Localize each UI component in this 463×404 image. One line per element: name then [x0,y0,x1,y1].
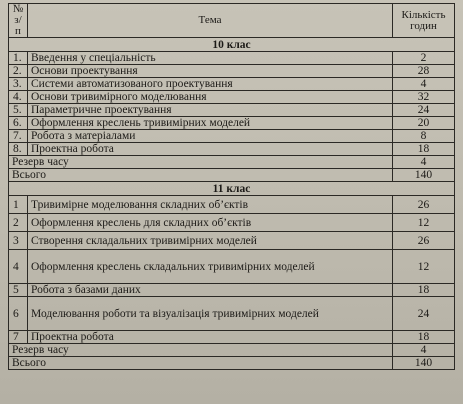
row-hours: 18 [393,143,455,156]
table-row [9,214,455,232]
row-topic: Параметричне проектування [28,104,393,117]
table-row [9,52,455,65]
row-topic: Робота з базами даних [28,284,393,297]
grade-11-title: 11 клас [9,182,455,196]
row-topic: Робота з матеріалами [28,130,393,143]
row-number: 7 [9,331,28,344]
row-hours: 8 [393,130,455,143]
curriculum-table [8,3,455,370]
grade-10-title: 10 клас [9,38,455,52]
total-label: Всього [9,169,393,182]
row-hours: 32 [393,91,455,104]
row-topic: Основи тривимірного моделювання [28,91,393,104]
header-topic: Тема [28,4,393,38]
total-hours: 140 [393,357,455,370]
row-topic: Оформлення креслень для складних об’єктів [28,214,393,232]
total-row [9,169,455,182]
row-hours: 28 [393,65,455,78]
row-number: 2. [9,65,28,78]
row-number: 7. [9,130,28,143]
row-hours: 20 [393,117,455,130]
row-hours: 24 [393,297,455,331]
row-topic: Системи автоматизованого проектування [28,78,393,91]
table-row [9,130,455,143]
row-topic: Введення у спеціальність [28,52,393,65]
table-row [9,91,455,104]
table-row [9,78,455,91]
total-hours: 140 [393,169,455,182]
reserve-hours: 4 [393,156,455,169]
row-topic: Створення складальних тривимірних моделей [28,232,393,250]
row-number: 3 [9,232,28,250]
row-hours: 26 [393,196,455,214]
row-number: 4. [9,91,28,104]
row-hours: 2 [393,52,455,65]
row-number: 6 [9,297,28,331]
table-header [9,4,455,38]
row-topic: Основи проектування [28,65,393,78]
row-topic: Оформлення креслень складальних тривимірних моделей [28,250,393,284]
table-row [9,104,455,117]
table-row [9,117,455,130]
row-hours: 26 [393,232,455,250]
row-number: 1 [9,196,28,214]
row-number: 1. [9,52,28,65]
row-number: 3. [9,78,28,91]
row-hours: 4 [393,78,455,91]
row-hours: 12 [393,214,455,232]
row-number: 2 [9,214,28,232]
total-row [9,357,455,370]
row-number: 4 [9,250,28,284]
table-row [9,196,455,214]
reserve-hours: 4 [393,344,455,357]
row-number: 8. [9,143,28,156]
row-number: 5. [9,104,28,117]
header-number: № з/п [9,4,28,38]
reserve-row [9,344,455,357]
reserve-label: Резерв часу [9,344,393,357]
header-hours: Кількість годин [393,4,455,38]
row-topic: Проектна робота [28,143,393,156]
grade-11-heading-row [9,182,455,196]
total-label: Всього [9,357,393,370]
row-number: 5 [9,284,28,297]
reserve-row [9,156,455,169]
table-row [9,143,455,156]
table-row [9,232,455,250]
row-topic: Моделювання роботи та візуалізація тривимірних моделей [28,297,393,331]
table-row [9,65,455,78]
row-number: 6. [9,117,28,130]
row-hours: 24 [393,104,455,117]
table-row [9,331,455,344]
row-topic: Проектна робота [28,331,393,344]
table-row [9,250,455,284]
reserve-label: Резерв часу [9,156,393,169]
table-row [9,297,455,331]
row-hours: 18 [393,331,455,344]
row-hours: 12 [393,250,455,284]
row-hours: 18 [393,284,455,297]
row-topic: Тривимірне моделювання складних об’єктів [28,196,393,214]
row-topic: Оформлення креслень тривимірних моделей [28,117,393,130]
grade-10-heading-row [9,38,455,52]
table-row [9,284,455,297]
